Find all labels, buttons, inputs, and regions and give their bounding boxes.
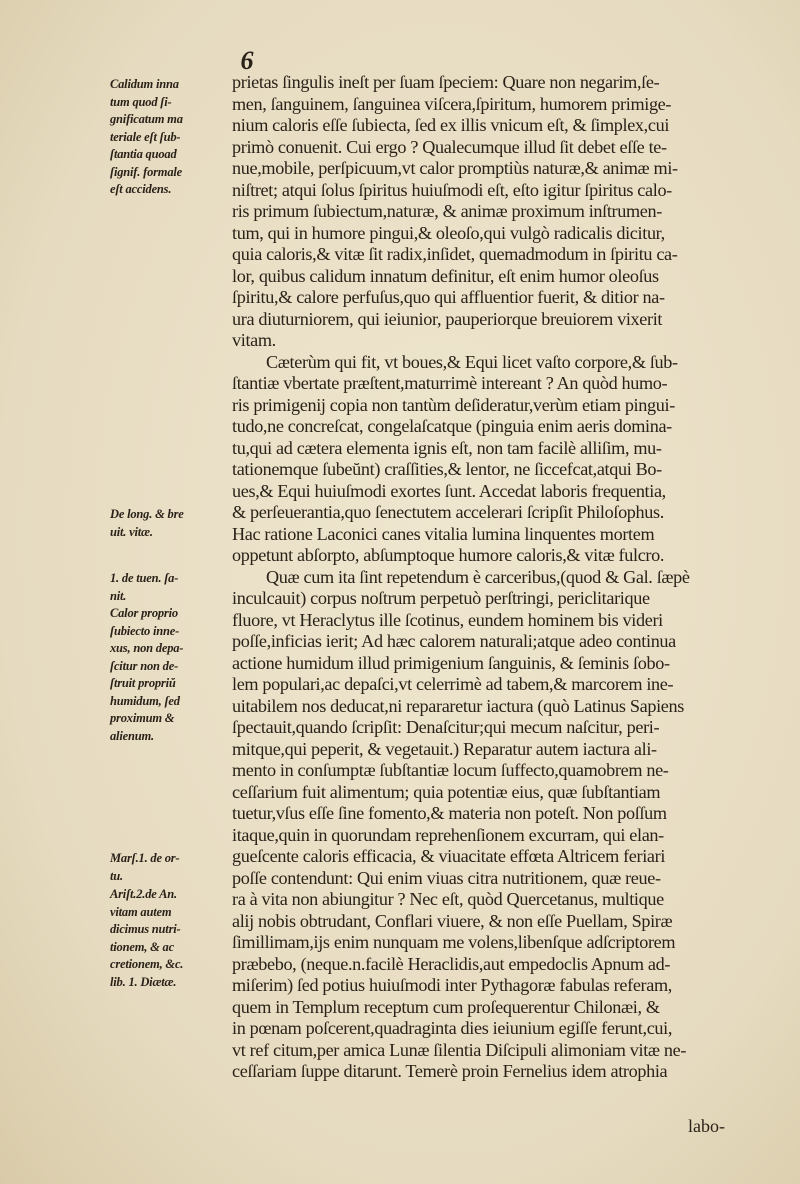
text-line: tationemque ſubeŭnt) craſſities,& lentor, ne ſiccefcat,atqui Bo- [232, 459, 662, 479]
margin-note [110, 570, 228, 745]
text-line: poſſe contendunt: Qui enim viuas citra nutritionem, quæ reue- [232, 867, 661, 888]
text-line: inculcauit) corpus noſtrum perpetuò perſtringi, periclitarique [232, 588, 650, 608]
text-line: men, ſanguinem, ſanguinea viſcera,ſpiritum, humorem primige- [232, 93, 672, 114]
text-line: alij nobis obtrudant, Conflari viuere, & non eſſe Puellam, Spiræ [232, 910, 673, 931]
text-line: mitque,qui peperit, & vegetauit.) Reparatur autem iactura ali- [232, 738, 657, 759]
margin-note-line: alienum. [110, 728, 154, 743]
margin-note-line: ſtantia quoad [110, 147, 177, 161]
margin-note-line: lib. 1. Diætæ. [110, 974, 177, 989]
text-line: lor, quibus calidum innatum definitur, eſt enim humor oleoſus [232, 265, 659, 286]
margin-note-line: Calor proprio [110, 606, 178, 620]
margin-note-line: proximum & [110, 711, 175, 725]
text-line: & perſeuerantia,quo ſenectutem accelerari ſcripſit Philoſophus. [232, 502, 664, 522]
text-line: niſtret; atqui ſolus ſpiritus huiuſmodi eſt, eſto igitur ſpiritus calo- [232, 179, 672, 200]
margin-note [110, 506, 228, 541]
margin-note-line: humidum, ſed [110, 693, 180, 708]
text-line: ſimillimam,ijs enim nunquam me volens,libenſque adſcriptorem [232, 932, 676, 952]
text-line: tudo,ne concreſcat, congelaſcatque (pinguia enim aeris domina- [232, 416, 672, 436]
text-line: Quæ cum ita ſint repetendum è carceribus,(quod & Gal. ſæpè [266, 566, 690, 587]
text-line: tu,qui ad cætera elementa ignis eſt, non tam facilè alliſim, mu- [232, 437, 662, 458]
margin-note-line: Calidum inna [110, 77, 179, 91]
margin-note-line: dicimus nutri- [110, 922, 181, 936]
text-line: uitabilem nos deducat,ni repararetur iactura (quò Latinus Sapiens [232, 695, 684, 716]
margin-note-line: ſcitur non de- [110, 658, 179, 673]
margin-note-line: xus, non depa- [110, 641, 184, 655]
margin-note-line: gnificatum ma [110, 112, 183, 126]
margin-note-line: cretionem, &c. [110, 957, 184, 971]
text-line: ſpiritu,& calore perfuſus,quo qui affluentior fuerit, & ditior na- [232, 287, 665, 307]
margin-note-line: vitam autem [110, 904, 172, 919]
text-line: præbebo, (neque.n.facilè Heraclidis,aut empedoclis Apnum ad- [232, 953, 671, 974]
text-line: tum, qui in humore pingui,& oleoſo,qui vulgò radicalis dicitur, [232, 222, 665, 243]
catchword: labo- [688, 1116, 725, 1136]
text-line: ra à vita non abiungitur ? Nec eſt, quòd Quercetanus, multique [232, 889, 664, 909]
text-line: gueſcente caloris efficacia, & viuacitate effœta Altricem feriari [232, 846, 666, 866]
text-line: ris primum ſubiectum,naturæ, & animæ proximum inſtrumen- [232, 201, 662, 221]
text-line: ceſſarium fuit alimentum; quia potentiæ eius, quæ ſubſtantiam [232, 781, 661, 802]
text-line: poſſe,inficias ierit; Ad hæc calorem naturali;atque adeo continua [232, 631, 676, 651]
text-line: fluore, vt Heraclytus ille ſcotinus, eundem hominem bis videri [232, 609, 663, 630]
margin-note [110, 850, 228, 885]
text-line: quem in Templum receptum cum proſequerentur Chilonæi, & [232, 996, 660, 1017]
margin-note-line: teriale eſt ſub- [110, 129, 181, 144]
text-line: in pœnam poſcerent,quadraginta dies ieiunium egiſſe ferunt,cui, [232, 1018, 673, 1038]
margin-note-line: nit. [110, 588, 127, 603]
text-line: ura diuturniorem, qui ieiunior, pauperiorque breuiorem vixerit [232, 308, 663, 329]
text-line: ris primigenij copia non tantùm deſideratur,verùm etiam pingui- [232, 394, 675, 415]
margin-note-line: tu. [110, 868, 123, 883]
text-line: nium caloris eſſe ſubiecta, ſed ex illis vnicum eſt, & ſimplex,cui [232, 115, 670, 135]
margin-note-line: tum quod ſi- [110, 94, 172, 109]
margin-note-line: Ariſt.2.de An. [110, 887, 177, 901]
text-line: ſpectauit,quando ſcripſit: Denaſcitur;qui mecum naſcitur, peri- [232, 717, 660, 737]
margin-note-line: eſt accidens. [110, 182, 172, 196]
margin-note-line: ſignif. formale [110, 164, 182, 179]
margin-note [110, 76, 228, 199]
text-line: ſtantiæ vbertate præſtent,maturrimè intereant ? An quòd humo- [232, 373, 668, 393]
margin-note-line: De long. & bre [110, 507, 184, 521]
text-line: actione humidum illud primigenium ſanguinis, & ſeminis ſobo- [232, 652, 670, 673]
text-line: primò conuenit. Cui ergo ? Qualecumque illud ſit debet eſſe te- [232, 136, 667, 157]
text-line: Cæterùm qui fit, vt boues,& Equi licet vaſto corpore,& ſub- [266, 351, 678, 372]
main-text-block [232, 72, 767, 1083]
margin-note-line: 1. de tuen. ſa- [110, 571, 179, 585]
margin-note [110, 886, 228, 991]
margin-note-line: uit. vitæ. [110, 524, 153, 539]
text-line: ceſſariam ſuppe ditarunt. Temerè proin Fernelius idem atrophia [232, 1061, 668, 1081]
page-number: 6 [240, 46, 254, 75]
text-line: prietas ſingulis ineſt per ſuam ſpeciem: Quare non negarim,ſe- [232, 72, 660, 92]
text-line: lem populari,ac depaſci,vt celerrimè ad tabem,& marcorem ine- [232, 674, 674, 694]
margin-note-line: ſubiecto inne- [110, 623, 180, 638]
text-line: vitam. [232, 330, 276, 350]
text-line: Hac ratione Laconici canes vitalia lumina linquentes mortem [232, 523, 655, 544]
text-line: oppetunt abſorpto, abſumptoque humore caloris,& vitæ fulcro. [232, 545, 665, 565]
text-line: ues,& Equi huiuſmodi exortes ſunt. Accedat laboris frequentia, [232, 480, 666, 501]
margin-note-line: ſtruit propriŭ [110, 676, 176, 690]
text-line: itaque,quin in quorundam reprehenſionem excurram, qui elan- [232, 824, 664, 845]
text-line: tuetur,vſus eſſe ſine fomento,& materia non poteſt. Non poſſum [232, 803, 667, 823]
margin-note-line: tionem, & ac [110, 939, 174, 954]
text-line: mento in conſumptæ ſubſtantiæ locum ſuffecto,quamobrem ne- [232, 760, 669, 780]
text-line: nue,mobile, perſpicuum,vt calor promptiùs naturæ,& animæ mi- [232, 158, 678, 178]
margin-note-line: Marſ.1. de or- [110, 851, 180, 865]
text-line: quia caloris,& vitæ ſit radix,inſidet, quemadmodum in ſpiritu ca- [232, 244, 678, 264]
text-line: miſerim) ſed potius huiuſmodi inter Pythagoræ fabulas referam, [232, 975, 672, 995]
text-line: vt ref citum,per amica Lunæ ſilentia Diſcipuli alimoniam vitæ ne- [232, 1039, 687, 1060]
